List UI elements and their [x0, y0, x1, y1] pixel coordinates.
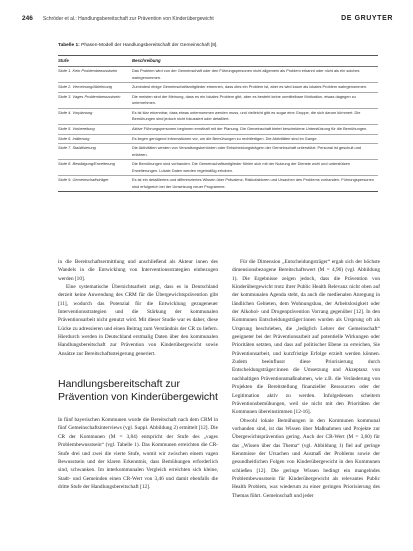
stage-cell: Stufe 2. Verneinung/Ablehnung	[58, 83, 132, 93]
page-number: 246	[22, 15, 33, 22]
phase-model-table	[58, 55, 378, 192]
column-header-stage: Stufe	[58, 56, 132, 67]
table-row	[58, 83, 378, 93]
table-caption-label: Tabelle 1:	[58, 43, 80, 48]
description-cell: Das Problem wird von der Gemeinschaft oder den Führungspersonen nicht allgemein als Problem erkannt oder nicht als ein solches wahrgenommen.	[132, 67, 378, 83]
table-row	[58, 144, 378, 160]
table-row	[58, 176, 378, 192]
description-cell: Zumindest einige Gemeinschaftsmitglieder erkennen, dass dies ein Problem ist, aber es wird kaum als lokales Problem wahrgenommen.	[132, 83, 378, 93]
description-cell: Es ist klar erkennbar, dass etwas unternommen werden muss, und vielleicht gibt es sogar eine Gruppe, die sich darum kümmert. Die Bemühungen sind jedoch nicht fokussiert oder detailliert.	[132, 108, 378, 124]
running-title: Schröder et al.: Handlungsbereitschaft zur Prävention von Kinderübergewicht	[42, 16, 214, 22]
description-cell: Die Aktivitäten werden von Verwaltungsbehörden oder Entscheidungsträgern der Gemeinschaft unterstützt. Personal ist geschult und erfahren.	[132, 144, 378, 160]
table-row	[58, 67, 378, 83]
table-row	[58, 92, 378, 108]
publisher-logo: DE GRUYTER	[341, 15, 393, 22]
description-cell: Es liegen genügend Informationen vor, um die Bemühungen zu rechtfertigen. Die Aktivitäten sind im Gange.	[132, 134, 378, 144]
description-cell: Die meisten sind der Meinung, dass es ein lokales Problem gibt, aber es besteht keine unmittelbare Motivation, etwas dagegen zu unternehmen.	[132, 92, 378, 108]
table-row	[58, 108, 378, 124]
table-header-row	[58, 56, 378, 67]
body-paragraph: Für die Dimension „Entscheidungsträger“ ergab sich der höchste dimensionsbezogene Bereitschaftswert (M = 4,96) (vgl. Abbildung 1). Die Ergebnisse zeigen jedoch, dass die Prävention von Kinderübergewicht trotz ihrer Public Health Relevanz nicht oben auf der kommunalen Agenda steht, da auch die medienalen Anregung in ländlichen Gebieten, dem Wohnungsbau, der Arbeitslosigkeit oder der Alkohol- und Drogenprävention Vorrang gegenüber [12]. In den Kommunen Entscheidungsträger:innen wurden als Ursprung oft als Ursprung beschrieben, die „lediglich Lehrer der Gemeinschaft“ geeigneter bei der Präventionsarbeit auf potentielle Wirkungen oder Prioritäten setzten, und dass auf politischer Ebene zu erreichen, Sie Präventionsarbeit, und kurzfristige Erfolge erzielt werden können. Zudem beeinflusst diese Priorisierung durch Entscheidungsträger:innen die Umsetzung und Akzeptanz von nachhaltigen Präventionsmaßnahmen, wie z.B. die Veränderung von Projekten die Bereitstellung finanzieller Ressourcen oder der Legitimation aktiv zu werden. Infolgedessen scheitern Präventionsbemühungen, weil sie nicht mit den Prioritäten der Kommunen übereinstimmen [12-16].	[232, 259, 380, 416]
column-header-description: Beschreibung	[132, 56, 378, 67]
stage-cell: Stufe 6. Initiierung	[58, 134, 132, 144]
body-paragraph: Obwohl lokale Bemühungen in den Kommunen kommunal vorhanden sind, ist das Wissen über Maßnahmen und Projekte zur Übergewichtsprävention gering. Auch der CR-Wert (M = 3,60) für das „Wissen über das Thema“ (vgl. Abbildung 1) fiel auf geringe Kenntnisse der Ursachen und Ausmaß der Problems sowie der gesundheitlichen Folgen von Kinderübergewicht in den Kommunen schließen [12]. Die geringe Wissen bedingt ein mangelndes Problembewusstsein für Kinderübergewicht als relevantes Public Health Problem, was wiederum zu einer geringen Priorisierung des Themas führt. Gemeinschaft und jeder	[232, 417, 380, 499]
stage-cell: Stufe 4. Vorplanung	[58, 108, 132, 124]
stage-cell: Stufe 7. Stabilisierung	[58, 144, 132, 160]
stage-cell: Stufe 5. Vorbereitung	[58, 124, 132, 134]
stage-cell: Stufe 3. Vages Problembewusstsein	[58, 92, 132, 108]
section-heading: Handlungsbereitschaft zur Prävention von Kinderübergewicht	[58, 378, 218, 404]
table-row	[58, 160, 378, 176]
running-header	[22, 15, 393, 25]
stage-cell: Stufe 8. Bestätigung/Erweiterung	[58, 160, 132, 176]
table-row	[58, 124, 378, 134]
description-cell: Die Bemühungen sind vorhanden. Die Gemeinschaftsmitglieder fühlen sich mit der Nutzung der Dienste wohl und unterstützen Erweiterungen. Lokale Daten werden regelmäßig erhoben.	[132, 160, 378, 176]
body-paragraph: In fünf bayerischen Kommunen wurde die Bereitschaft nach dem CRM in fünf Gemeinschaftsinterviews (vgl. Suppl. Abbildung 2) ermittelt [12]. Die CR der Kommunen (M = 3,84) entspricht der Stufe des „vages Problembewusstsein“ (vgl. Tabelle 1). Das Kommunen erreichten die CR-Stufe drei und zwei die vierte Stufe, womit wir zwischen einem vagen Bewusstsein und der klaren Erkenntnis, dass Bemühungen erforderlich sind, schwanken. Im interkommunalen Vergleich erreichten sich kleine, Stadt- und Gemeinden einen CR-Wert von 3,46 und damit ebenfalls die dritte Stufe der Handlungsbereitschaft [12].	[58, 417, 218, 490]
right-text-column	[232, 258, 380, 500]
body-paragraph: Eine systematische Übersichtsarbeit zeigt, dass es in Deutschland derzeit keine Anwendung des CRM für die Übergewichtsprävention gibt [11], wodurch das Potenzial für die Entwicklung gezugeneuer Interventionsstrategien und die Stärkung der kommunalen Präventionsarbeit nicht genutzt wird. Mit dieser Studie war es daher, diese Lücke zu adressieren und einen Beitrag zum Verständnis der CR zu liefern. Hierdurch werden in Deutschland erstmalig Daten über den kommunalen Handlungsbereitschaft zur Prävention von Kinderübergewicht sowie Ansätze zur Bereitschaftssteigerung generiert.	[58, 284, 218, 357]
table-row	[58, 134, 378, 144]
body-paragraph: in die Bereitschaftsermittlung und anschließend als Akteur innen des Wandels in die Entwicklung von Interventionsstrategien einbezogen werden [10].	[58, 259, 218, 282]
description-cell: Aktive Führungspersonen beginnen ernsthaft mit der Planung. Die Gemeinschaft bietet bescheidene Unterstützung für die Bemühungen.	[132, 124, 378, 134]
table-caption	[58, 43, 218, 48]
stage-cell: Stufe 9. Gemeinschaftsträger	[58, 176, 132, 192]
description-cell: Es ist ein detailliertes und differenziertes Wissen über Prävalenz, Risikofaktoren und Ursachen des Problems vorhanden. Führungspersonen sind erfolgreich bei der Umsetzung neuer Programme.	[132, 176, 378, 192]
left-text-column	[58, 258, 218, 491]
table-caption-text: Phasen-Modell der Handlungsbereitschaft der Gemeinschaft [8].	[81, 43, 218, 48]
stage-cell: Stufe 1. Kein Problembewusstsein	[58, 67, 132, 83]
